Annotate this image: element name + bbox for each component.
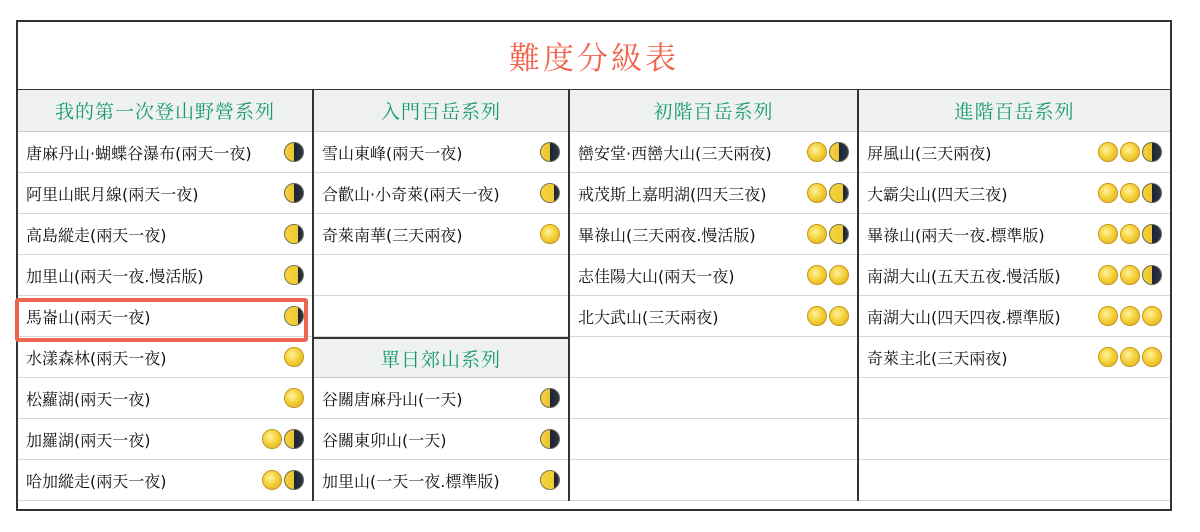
- route-row[interactable]: [859, 173, 1170, 214]
- moon-half-icon: [829, 142, 849, 162]
- route-row[interactable]: [18, 460, 312, 501]
- difficulty-rating: [284, 306, 304, 326]
- moon-full-icon: [1098, 224, 1118, 244]
- moon-half-icon: [540, 429, 560, 449]
- route-name: 戒茂斯上嘉明湖(四天三夜): [578, 184, 767, 204]
- empty-row: [859, 460, 1170, 501]
- route-name: 哈加縱走(兩天一夜): [26, 471, 167, 491]
- route-row[interactable]: [859, 255, 1170, 296]
- route-row[interactable]: [570, 173, 857, 214]
- empty-row: [859, 419, 1170, 460]
- route-name: 屏風山(三天兩夜): [867, 143, 992, 163]
- difficulty-rating: [807, 265, 849, 285]
- empty-row: [314, 296, 568, 337]
- difficulty-rating: [284, 388, 304, 408]
- empty-row: [570, 460, 857, 501]
- moon-crescent-icon: [284, 265, 304, 285]
- moon-full-icon: [262, 470, 282, 490]
- moon-crescent-icon: [829, 224, 849, 244]
- difficulty-rating: [807, 306, 849, 326]
- difficulty-rating: [1098, 265, 1162, 285]
- difficulty-rating: [1098, 183, 1162, 203]
- route-name: 加羅湖(兩天一夜): [26, 430, 151, 450]
- route-row[interactable]: [859, 132, 1170, 173]
- difficulty-rating: [540, 429, 560, 449]
- moon-full-icon: [1098, 347, 1118, 367]
- empty-row: [570, 337, 857, 378]
- route-name: 合歡山·小奇萊(兩天一夜): [322, 184, 500, 204]
- moon-half-icon: [284, 183, 304, 203]
- moon-half-icon: [540, 142, 560, 162]
- moon-crescent-icon: [829, 183, 849, 203]
- column-intro-peaks: [312, 90, 568, 501]
- route-name: 高島縱走(兩天一夜): [26, 225, 167, 245]
- route-row[interactable]: [314, 378, 568, 419]
- difficulty-rating: [262, 470, 304, 490]
- moon-full-icon: [1142, 347, 1162, 367]
- difficulty-rating: [284, 347, 304, 367]
- route-name: 畢祿山(兩天一夜.標準版): [867, 225, 1045, 245]
- moon-full-icon: [1120, 142, 1140, 162]
- moon-crescent-icon: [284, 306, 304, 326]
- route-row[interactable]: [570, 296, 857, 337]
- moon-crescent-icon: [540, 470, 560, 490]
- difficulty-rating: [540, 224, 560, 244]
- route-name: 巒安堂·西巒大山(三天兩夜): [578, 143, 772, 163]
- route-row[interactable]: [18, 173, 312, 214]
- column-header: 進階百岳系列: [859, 90, 1170, 132]
- column-header: 入門百岳系列: [314, 90, 568, 132]
- moon-full-icon: [807, 183, 827, 203]
- route-name: 加里山(兩天一夜.慢活版): [26, 266, 204, 286]
- moon-full-icon: [1120, 265, 1140, 285]
- moon-half-icon: [284, 142, 304, 162]
- route-row[interactable]: [18, 132, 312, 173]
- route-row[interactable]: [859, 296, 1170, 337]
- route-name: 北大武山(三天兩夜): [578, 307, 719, 327]
- moon-full-icon: [807, 306, 827, 326]
- difficulty-rating: [1098, 347, 1162, 367]
- route-row[interactable]: [859, 337, 1170, 378]
- moon-half-icon: [1142, 224, 1162, 244]
- empty-row: [570, 378, 857, 419]
- moon-full-icon: [1142, 306, 1162, 326]
- route-row[interactable]: [18, 378, 312, 419]
- moon-half-icon: [540, 388, 560, 408]
- route-row[interactable]: [314, 132, 568, 173]
- difficulty-rating: [540, 142, 560, 162]
- column-advanced-peaks: [857, 90, 1170, 501]
- difficulty-rating: [1098, 142, 1162, 162]
- route-name: 志佳陽大山(兩天一夜): [578, 266, 735, 286]
- moon-half-icon: [1142, 142, 1162, 162]
- difficulty-rating: [807, 224, 849, 244]
- route-row[interactable]: [570, 214, 857, 255]
- route-name: 雪山東峰(兩天一夜): [322, 143, 463, 163]
- route-name: 谷關東卯山(一天): [322, 430, 447, 450]
- moon-full-icon: [807, 265, 827, 285]
- route-name: 水漾森林(兩天一夜): [26, 348, 167, 368]
- difficulty-rating: [1098, 306, 1162, 326]
- difficulty-rating: [540, 470, 560, 490]
- difficulty-rating: [540, 388, 560, 408]
- route-name: 大霸尖山(四天三夜): [867, 184, 1008, 204]
- moon-full-icon: [1098, 183, 1118, 203]
- moon-full-icon: [1120, 347, 1140, 367]
- moon-half-icon: [1142, 265, 1162, 285]
- route-name: 奇萊南華(三天兩夜): [322, 225, 463, 245]
- difficulty-rating: [262, 429, 304, 449]
- difficulty-rating: [807, 183, 849, 203]
- route-row[interactable]: [18, 419, 312, 460]
- moon-crescent-icon: [540, 183, 560, 203]
- difficulty-rating: [284, 224, 304, 244]
- route-row[interactable]: [18, 214, 312, 255]
- moon-half-icon: [284, 429, 304, 449]
- route-row[interactable]: [859, 214, 1170, 255]
- empty-row: [570, 419, 857, 460]
- route-name: 唐麻丹山·蝴蝶谷瀑布(兩天一夜): [26, 143, 252, 163]
- route-name: 谷關唐麻丹山(一天): [322, 389, 463, 409]
- column-beginner-camping: [18, 90, 312, 501]
- moon-full-icon: [1120, 183, 1140, 203]
- route-name: 阿里山眠月線(兩天一夜): [26, 184, 199, 204]
- route-row[interactable]: [570, 132, 857, 173]
- route-name: 加里山(一天一夜.標準版): [322, 471, 500, 491]
- route-row[interactable]: [18, 255, 312, 296]
- empty-row: [859, 378, 1170, 419]
- difficulty-rating: [807, 142, 849, 162]
- moon-full-icon: [1098, 142, 1118, 162]
- route-name: 畢祿山(三天兩夜.慢活版): [578, 225, 756, 245]
- difficulty-rating: [284, 142, 304, 162]
- moon-full-icon: [1120, 224, 1140, 244]
- moon-full-icon: [540, 224, 560, 244]
- moon-half-icon: [1142, 183, 1162, 203]
- moon-full-icon: [807, 142, 827, 162]
- route-row[interactable]: [314, 214, 568, 255]
- moon-full-icon: [262, 429, 282, 449]
- section-header: 單日郊山系列: [314, 337, 568, 378]
- route-name: 南湖大山(四天四夜.標準版): [867, 307, 1061, 327]
- moon-full-icon: [1098, 265, 1118, 285]
- difficulty-rating: [1098, 224, 1162, 244]
- moon-full-icon: [807, 224, 827, 244]
- route-row[interactable]: [314, 173, 568, 214]
- difficulty-rating: [284, 265, 304, 285]
- difficulty-rating: [284, 183, 304, 203]
- route-row[interactable]: [18, 296, 312, 337]
- column-basic-peaks: [568, 90, 857, 501]
- route-row[interactable]: [314, 419, 568, 460]
- route-name: 奇萊主北(三天兩夜): [867, 348, 1008, 368]
- difficulty-rating: [540, 183, 560, 203]
- moon-full-icon: [829, 306, 849, 326]
- moon-full-icon: [829, 265, 849, 285]
- route-row[interactable]: [314, 460, 568, 501]
- moon-half-icon: [284, 470, 304, 490]
- route-row[interactable]: [18, 337, 312, 378]
- column-header: 我的第一次登山野營系列: [18, 90, 312, 132]
- route-name: 松蘿湖(兩天一夜): [26, 389, 151, 409]
- route-name: 馬崙山(兩天一夜): [26, 307, 151, 327]
- route-name: 南湖大山(五天五夜.慢活版): [867, 266, 1061, 286]
- column-header: 初階百岳系列: [570, 90, 857, 132]
- moon-full-icon: [1098, 306, 1118, 326]
- page-title: 難度分級表: [18, 22, 1170, 90]
- moon-crescent-icon: [284, 224, 304, 244]
- moon-full-icon: [284, 388, 304, 408]
- moon-full-icon: [1120, 306, 1140, 326]
- moon-full-icon: [284, 347, 304, 367]
- route-row[interactable]: [570, 255, 857, 296]
- empty-row: [314, 255, 568, 296]
- difficulty-table: [16, 20, 1172, 511]
